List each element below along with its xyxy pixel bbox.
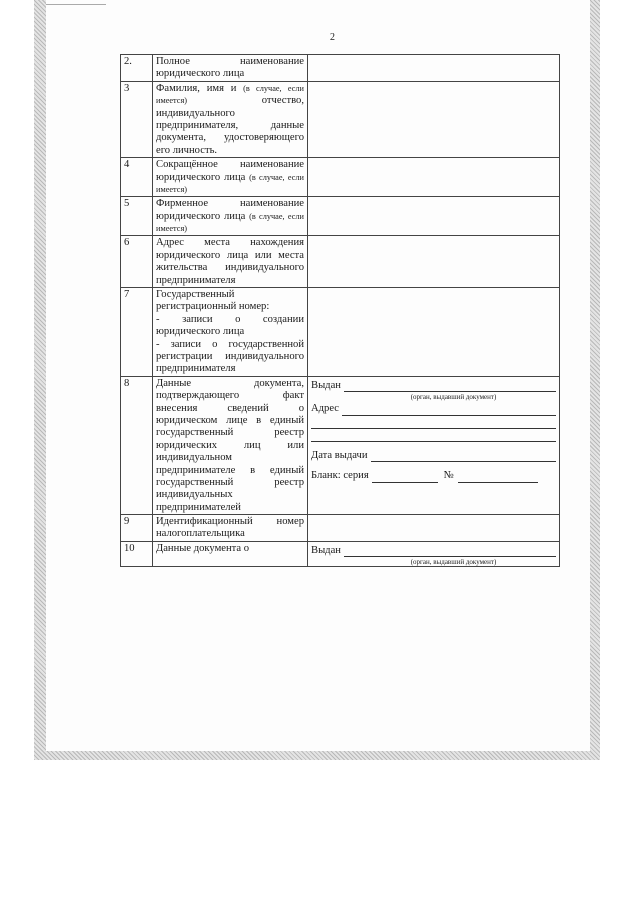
value-cell	[308, 376, 560, 514]
table-row	[121, 541, 560, 567]
form-series-field[interactable]	[311, 470, 556, 482]
label-text: Фамилия, имя и	[156, 82, 237, 94]
number-sign: №	[443, 470, 454, 482]
table-row	[121, 236, 560, 288]
row-number: 3	[121, 81, 153, 157]
label-text: - записи о государственной регистрации индивидуального предпринимателя	[156, 338, 304, 375]
issued-by-line[interactable]	[344, 382, 556, 392]
row-number: 2.	[121, 55, 153, 82]
label-text: Сокращённое наименование юридического лица	[156, 159, 304, 183]
row-number: 5	[121, 197, 153, 236]
issued-by-line[interactable]	[344, 547, 556, 557]
label-note: (в случае, если имеется)	[156, 172, 304, 194]
field-label: Адрес	[311, 403, 340, 415]
field-label: Дата выдачи	[311, 449, 368, 461]
label-text: Государственный регистрационный номер:	[156, 289, 270, 313]
issued-by-field[interactable]	[311, 545, 556, 557]
page-number: 2	[330, 32, 335, 43]
label-text: - записи о создании юридического лица	[156, 313, 304, 338]
table-row	[121, 376, 560, 514]
label-text: Фирменное наименование юридического лица	[156, 198, 304, 222]
value-cell[interactable]	[308, 55, 560, 82]
row-label	[153, 81, 308, 157]
row-number: 9	[121, 515, 153, 542]
row-number: 10	[121, 541, 153, 567]
number-line[interactable]	[458, 473, 538, 483]
address-line-3[interactable]	[311, 432, 556, 442]
field-caption: (орган, выдавший документ)	[410, 558, 497, 567]
row-label: Полное наименование юридического лица	[153, 55, 308, 82]
field-label: Бланк: серия	[311, 470, 369, 482]
issued-by-field[interactable]	[311, 380, 556, 392]
issue-date-line[interactable]	[371, 452, 556, 462]
table-row	[121, 158, 560, 197]
label-text: отчество, индивидуального предпринимателя, данные документа, удостоверяющего его личность.	[156, 95, 304, 156]
value-cell[interactable]	[308, 236, 560, 288]
value-cell	[308, 541, 560, 567]
row-number: 7	[121, 288, 153, 377]
table-row	[121, 81, 560, 157]
issue-date-field[interactable]	[311, 450, 556, 462]
table-row	[121, 197, 560, 236]
table-row	[121, 55, 560, 82]
value-cell[interactable]	[308, 81, 560, 157]
value-cell[interactable]	[308, 158, 560, 197]
field-caption: (орган, выдавший документ)	[410, 393, 497, 402]
table-row	[121, 515, 560, 542]
value-cell[interactable]	[308, 515, 560, 542]
row-number: 6	[121, 236, 153, 288]
row-label: Данные документа, подтверждающего факт внесения сведений о юридическом лице в единый государственный реестр юридических лиц или индивидуальном предпринимателе в единый государственный реестр индивидуальных предпринимателей	[153, 376, 308, 514]
row-label: Идентификационный номер налогоплательщика	[153, 515, 308, 542]
field-label: Выдан	[311, 379, 341, 391]
address-field[interactable]	[311, 403, 556, 415]
row-number: 8	[121, 376, 153, 514]
row-label: Адрес места нахождения юридического лица или места жительства индивидуального предпринимателя	[153, 236, 308, 288]
row-label	[153, 197, 308, 236]
table-row	[121, 288, 560, 377]
value-cell[interactable]	[308, 197, 560, 236]
row-number: 4	[121, 158, 153, 197]
field-label: Выдан	[311, 544, 341, 556]
registration-form-table	[120, 54, 560, 567]
address-line-2[interactable]	[311, 419, 556, 429]
row-label	[153, 288, 308, 377]
row-label	[153, 158, 308, 197]
series-line[interactable]	[372, 473, 438, 483]
address-line[interactable]	[342, 406, 556, 416]
label-note: (в случае, если имеется)	[156, 83, 304, 106]
value-cell[interactable]	[308, 288, 560, 377]
scan-artifact	[46, 0, 106, 5]
label-note: (в случае, если имеется)	[156, 211, 304, 234]
row-label: Данные документа о	[153, 541, 308, 567]
